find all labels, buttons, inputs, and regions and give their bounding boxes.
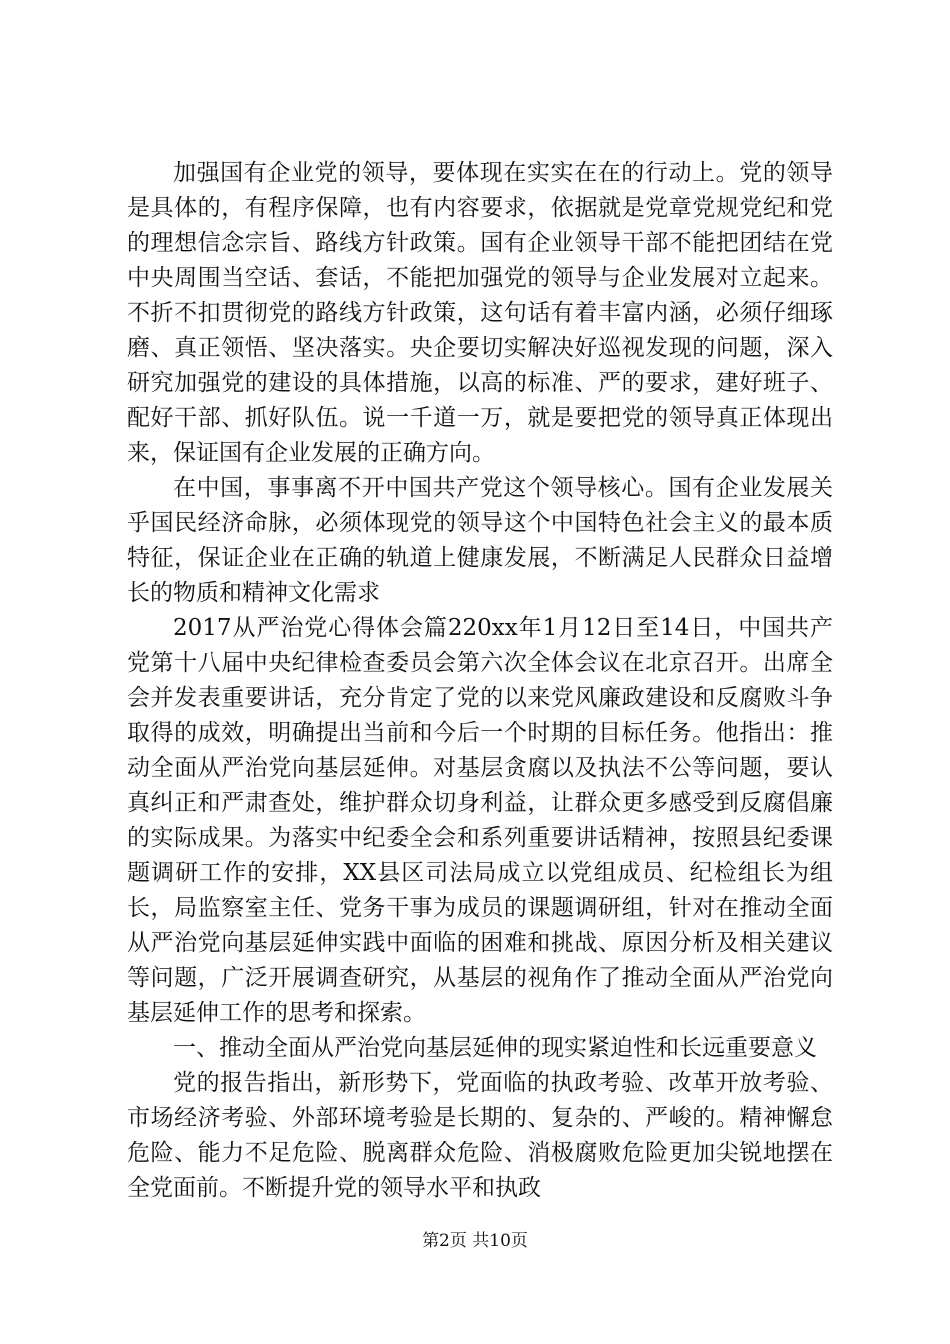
document-body xyxy=(127,156,833,1206)
paragraph: 2017从严治党心得体会篇220xx年1月12日至14日，中国共产党第十八届中央纪律检查委员会第六次全体会议在北京召开。出席全会并发表重要讲话，充分肯定了党的以来党风廉政建设和反腐败斗争取得的成效，明确提出当前和今后一个时期的目标任务。他指出：推动全面从严治党向基层延伸。对基层贪腐以及执法不公等问题，要认真纠正和严肃查处，维护群众切身利益，让群众更多感受到反腐倡廉的实际成果。为落实中纪委全会和系列重要讲话精神，按照县纪委课题调研工作的安排，XX县区司法局成立以党组成员、纪检组长为组长，局监察室主任、党务干事为成员的课题调研组，针对在推动全面从严治党向基层延伸实践中面临的困难和挑战、原因分析及相关建议等问题，广泛开展调查研究，从基层的视角作了推动全面从严治党向基层延伸工作的思考和探索。 xyxy=(127,615,833,1026)
section-heading: 一、推动全面从严治党向基层延伸的现实紧迫性和长远重要意义 xyxy=(173,1035,817,1061)
paragraph: 加强国有企业党的领导，要体现在实实在在的行动上。党的领导是具体的，有程序保障，也有内容要求，依据就是党章党规党纪和党的理想信念宗旨、路线方针政策。国有企业领导干部不能把团结在党中央周围当空话、套话，不能把加强党的领导与企业发展对立起来。不折不扣贯彻党的路线方针政策，这句话有着丰富内涵，必须仔细琢磨、真正领悟、坚决落实。央企要切实解决好巡视发现的问题，深入研究加强党的建设的具体措施，以高的标准、严的要求，建好班子、配好干部、抓好队伍。说一千道一万，就是要把党的领导真正体现出来，保证国有企业发展的正确方向。 xyxy=(127,160,833,466)
paragraph: 党的报告指出，新形势下，党面临的执政考验、改革开放考验、市场经济考验、外部环境考验是长期的、复杂的、严峻的。精神懈怠危险、能力不足危险、脱离群众危险、消极腐败危险更加尖锐地摆在全党面前。不断提升党的领导水平和执政 xyxy=(127,1070,833,1201)
paragraph: 在中国，事事离不开中国共产党这个领导核心。国有企业发展关乎国民经济命脉，必须体现党的领导这个中国特色社会主义的最本质特征，保证企业在正确的轨道上健康发展，不断满足人民群众日益增长的物质和精神文化需求 xyxy=(127,475,833,606)
page-footer: 第2页 共10页 xyxy=(422,1231,528,1251)
